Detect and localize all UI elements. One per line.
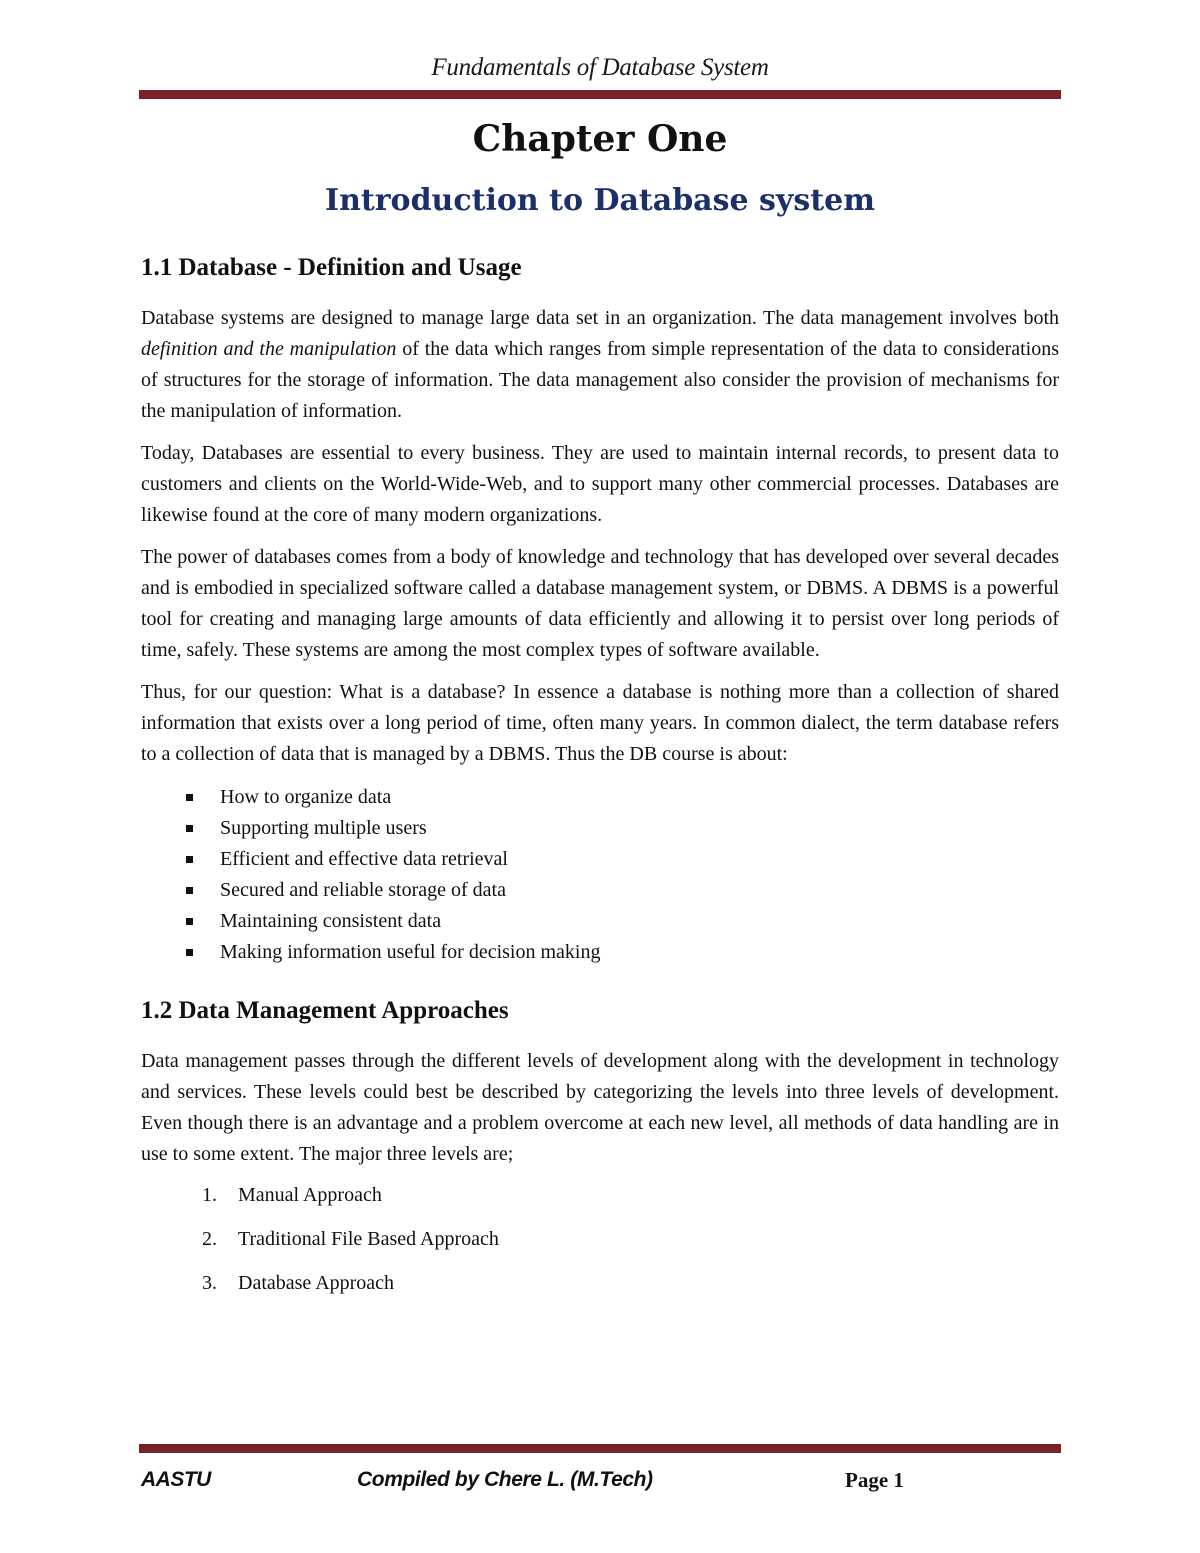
list-item: Making information useful for decision making — [141, 937, 1059, 968]
course-topics-list — [141, 782, 1059, 968]
page-content — [141, 250, 1059, 1312]
section-2-paragraph-1: Data management passes through the different levels of development along with the development in technology and services. These levels could best be described by categorizing the levels into three levels of development. Even though there is an advantage and a problem overcome at each new level, all methods of data handling are in use to some extent. The major three levels are; — [141, 1050, 1059, 1165]
running-header-title: Fundamentals of Database System — [431, 54, 769, 81]
section-1-paragraph-4: Thus, for our question: What is a database? In essence a database is nothing more than a collection of shared information that exists over a long period of time, often many years. In common dialect, the term database refers to a collection of data that is managed by a DBMS. Thus the DB course is about: — [141, 681, 1059, 765]
approaches-list — [141, 1180, 1059, 1299]
section-1-paragraph-3: The power of databases comes from a body of knowledge and technology that has developed over several decades and is embodied in specialized software called a database management system, or DBMS. A DBMS is a powerful tool for creating and managing large amounts of data efficiently and allowing it to persist over long periods of time, safely. These systems are among the most complex types of software available. — [141, 546, 1059, 661]
section-1-paragraph-2: Today, Databases are essential to every business. They are used to maintain internal records, to present data to customers and clients on the World-Wide-Web, and to support many other commercial processes. Databases are likewise found at the core of many modern organizations. — [141, 442, 1059, 526]
footer-page-number: Page 1 — [845, 1468, 904, 1492]
section-1-heading: 1.1 Database - Definition and Usage — [141, 254, 522, 281]
chapter-subtitle: Introduction to Database system — [325, 183, 875, 218]
list-number: 2. — [202, 1228, 217, 1250]
footer-institution: AASTU — [141, 1468, 211, 1491]
list-item: 3. Database Approach — [141, 1268, 1059, 1299]
square-bullet-icon — [186, 825, 193, 832]
square-bullet-icon — [186, 887, 193, 894]
emphasis-text: definition and the manipulation — [141, 338, 397, 360]
list-item: Efficient and effective data retrieval — [141, 844, 1059, 875]
list-item: Maintaining consistent data — [141, 906, 1059, 937]
header-rule — [139, 90, 1061, 99]
footer-rule — [139, 1444, 1061, 1453]
square-bullet-icon — [186, 794, 193, 801]
list-item: Supporting multiple users — [141, 813, 1059, 844]
list-item: 2. Traditional File Based Approach — [141, 1224, 1059, 1255]
square-bullet-icon — [186, 949, 193, 956]
list-number: 1. — [202, 1184, 217, 1206]
square-bullet-icon — [186, 918, 193, 925]
chapter-title: Chapter One — [472, 118, 728, 160]
section-2-heading: 1.2 Data Management Approaches — [141, 997, 509, 1024]
square-bullet-icon — [186, 856, 193, 863]
list-item: Secured and reliable storage of data — [141, 875, 1059, 906]
footer-compiler: Compiled by Chere L. (M.Tech) — [357, 1468, 653, 1491]
list-item: How to organize data — [141, 782, 1059, 813]
list-number: 3. — [202, 1272, 217, 1294]
section-1-paragraph-1: Database systems are designed to manage large data set in an organization. The data management involves both definition and the manipulation of the data which ranges from simple representation of the data to considerations of structures for the storage of information. The data management also consider the provision of mechanisms for the manipulation of information. — [141, 307, 1059, 422]
list-item: 1. Manual Approach — [141, 1180, 1059, 1211]
